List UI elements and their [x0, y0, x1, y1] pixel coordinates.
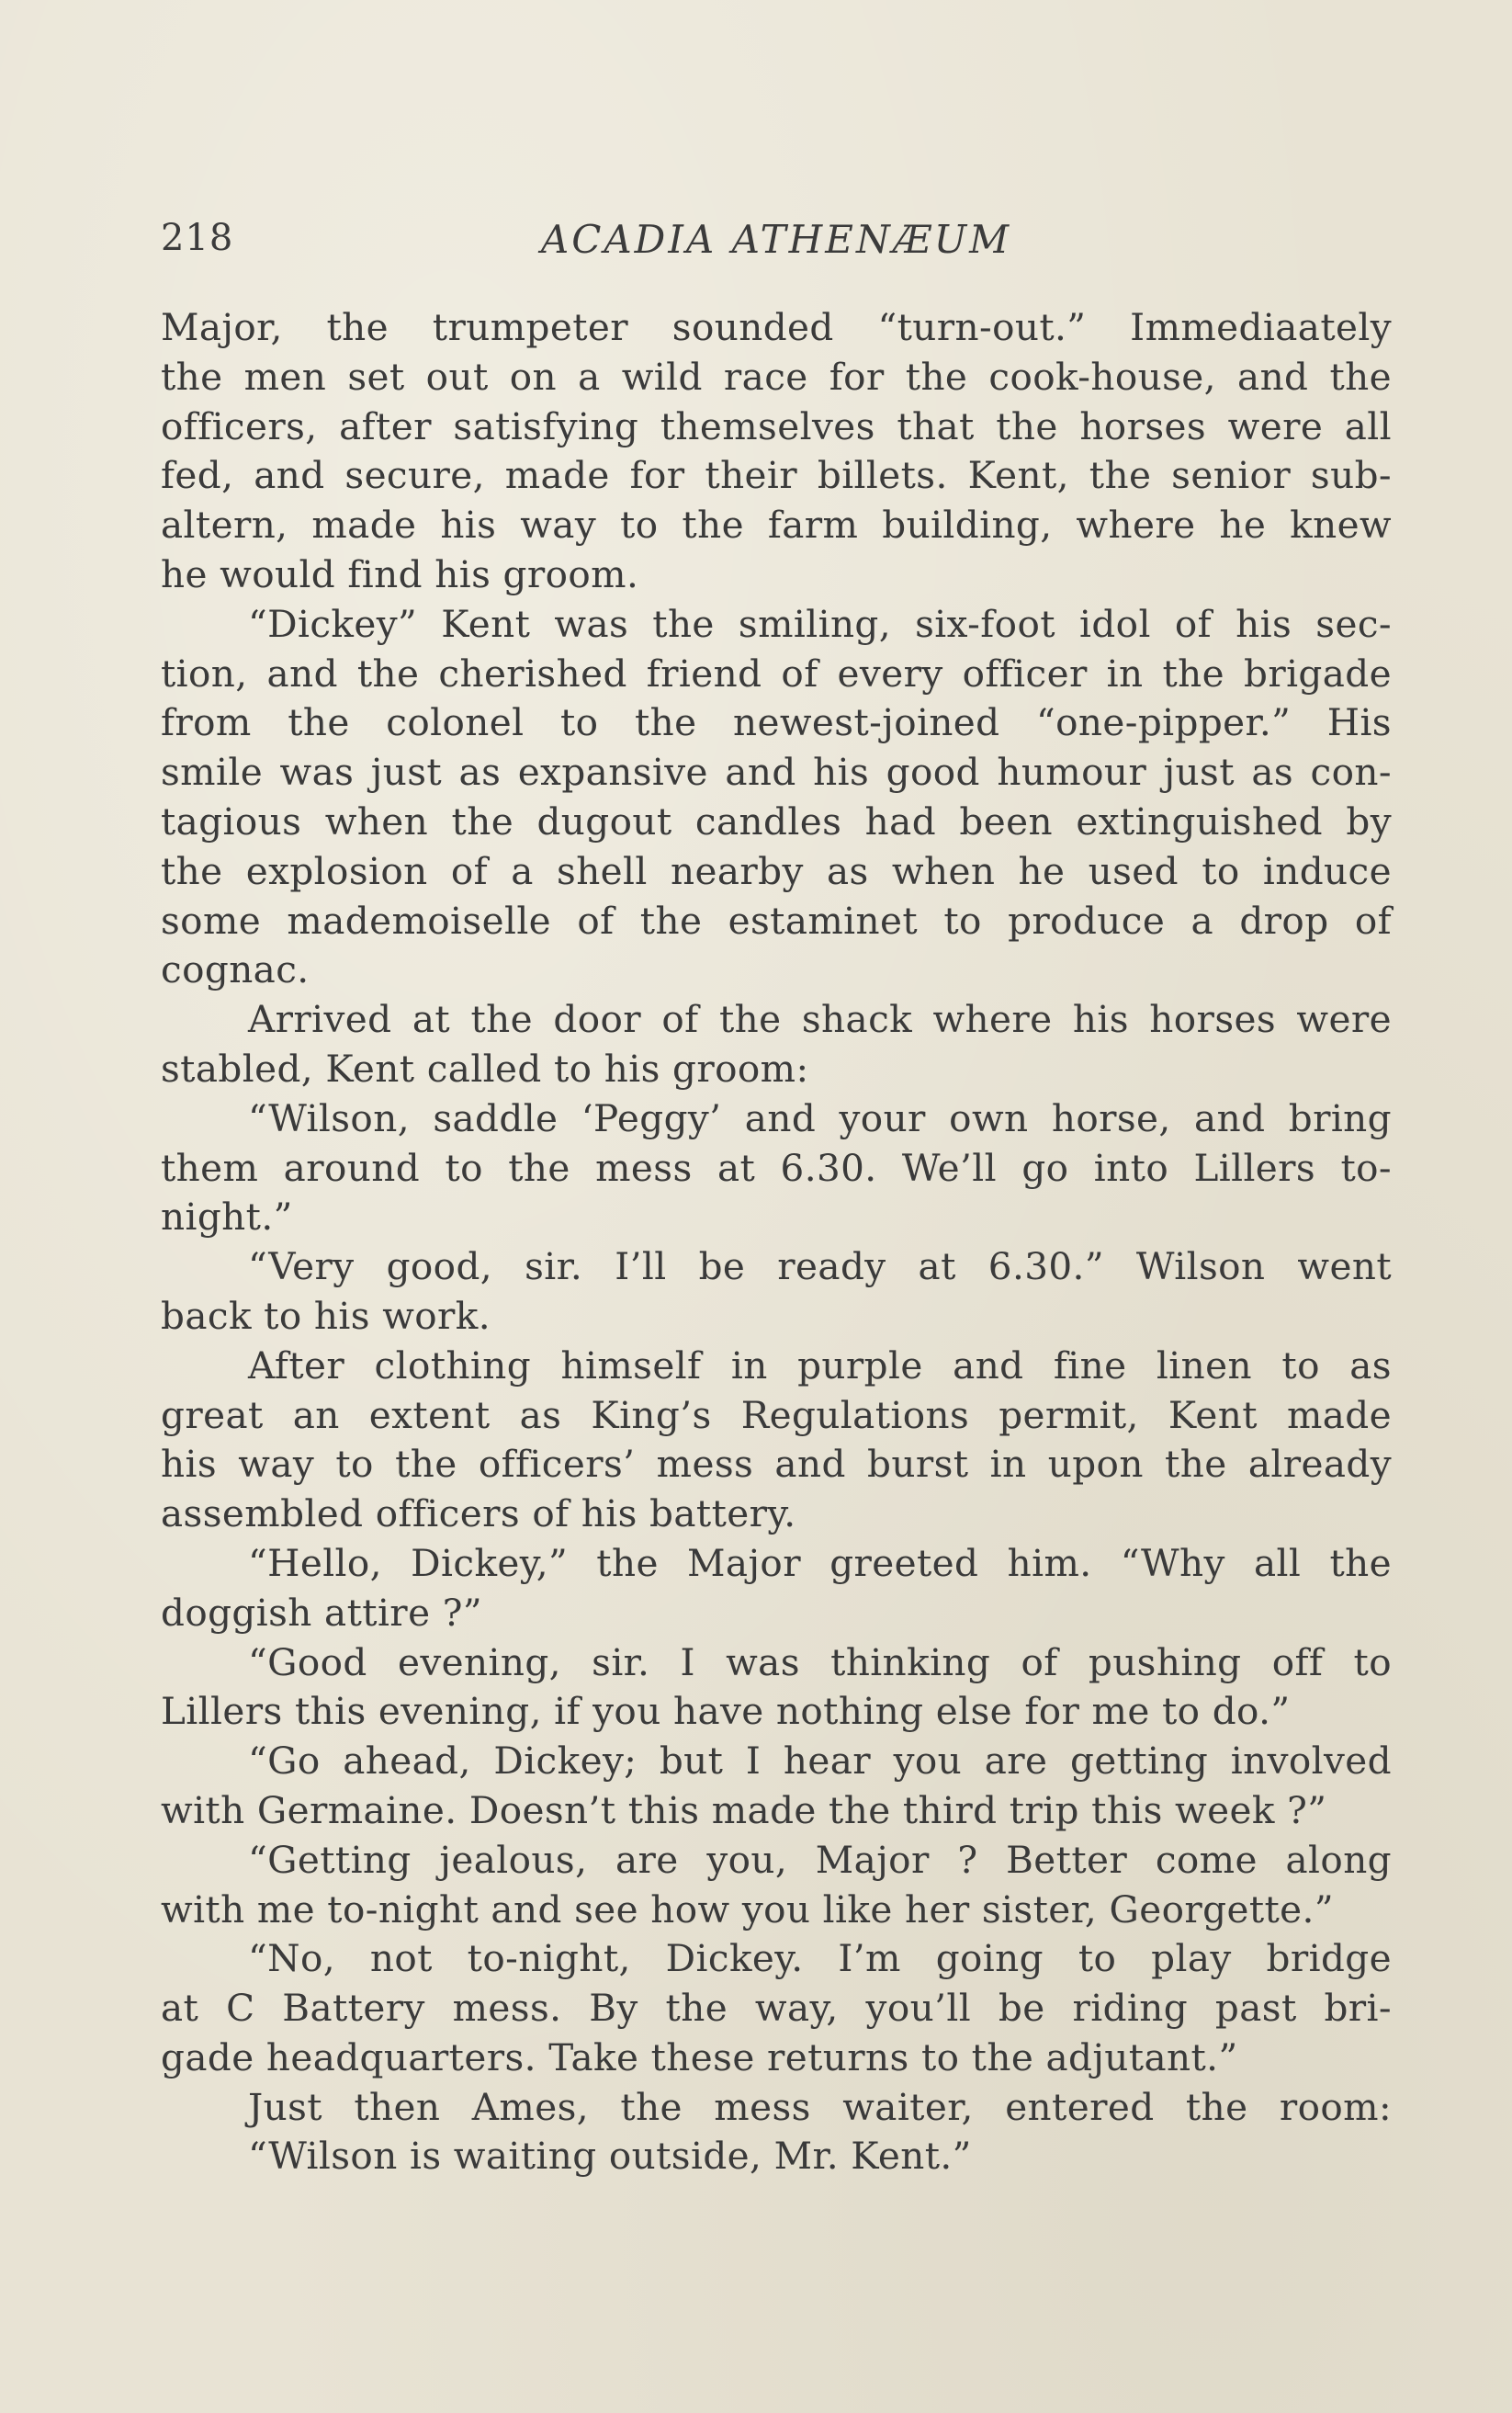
text-line: some mademoiselle of the estaminet to produce a drop of [161, 898, 1392, 943]
text-line: smile was just as expansive and his good humour just as con- [161, 750, 1392, 795]
text-line: gade headquarters. Take these returns to the adjutant.” [161, 2034, 1238, 2079]
text-line: fed, and secure, made for their billets. Kent, the senior sub- [161, 453, 1392, 498]
text-line: “Very good, sir. I’ll be ready at 6.30.” Wilson went [248, 1244, 1392, 1289]
text-line: the men set out on a wild race for the cook-house, and the [161, 354, 1392, 399]
text-line: assembled officers of his battery. [161, 1491, 796, 1536]
text-line: Just then Ames, the mess waiter, entered the room: [248, 2084, 1392, 2129]
text-line: he would find his groom. [161, 551, 639, 596]
text-line: great an extent as King’s Regulations permit, Kent made [161, 1392, 1392, 1437]
text-line: “No, not to-night, Dickey. I’m going to play bridge [248, 1936, 1392, 1981]
text-line: cognac. [161, 947, 310, 992]
text-line: “Dickey” Kent was the smiling, six-foot idol of his sec- [248, 601, 1392, 646]
text-line: tagious when the dugout candles had been extinguished by [161, 799, 1392, 844]
text-line: “Go ahead, Dickey; but I hear you are getting involved [248, 1739, 1392, 1784]
text-line: Lillers this evening, if you have nothing else for me to do.” [161, 1689, 1291, 1734]
text-line: “Wilson is waiting outside, Mr. Kent.” [248, 2134, 972, 2179]
text-line: with me to-night and see how you like her sister, Georgette.” [161, 1886, 1334, 1932]
text-line: altern, made his way to the farm building, where he knew [161, 503, 1392, 548]
text-line: “Hello, Dickey,” the Major greeted him. “Why all the [248, 1540, 1392, 1585]
text-line: stabled, Kent called to his groom: [161, 1046, 809, 1091]
text-line: with Germaine. Doesn’t this made the third trip this week ?” [161, 1787, 1327, 1832]
text-line: “Getting jealous, are you, Major ? Better come along [248, 1837, 1392, 1882]
text-line: “Wilson, saddle ‘Peggy’ and your own horse, and bring [248, 1095, 1392, 1140]
text-line: After clothing himself in purple and fine linen to as [248, 1342, 1392, 1388]
text-line: Major, the trumpeter sounded “turn-out.” Immediaately [161, 305, 1392, 349]
text-line: from the colonel to the newest-joined “one-pipper.” His [161, 700, 1392, 745]
body-text [161, 303, 1392, 2181]
text-line: back to his work. [161, 1293, 491, 1338]
running-title: ACADIA ATHENÆUM [540, 217, 1012, 262]
text-line: tion, and the cherished friend of every officer in the brigade [161, 651, 1392, 696]
page-number: 218 [161, 217, 234, 259]
text-line: at C Battery mess. By the way, you’ll be riding past bri- [161, 1986, 1392, 2031]
text-line: his way to the officers’ mess and burst in upon the already [161, 1442, 1392, 1487]
text-line: night.” [161, 1195, 293, 1240]
text-line: the explosion of a shell nearby as when he used to induce [161, 848, 1392, 893]
page-header [161, 217, 1392, 268]
text-line: officers, after satisfying themselves that the horses were all [161, 403, 1392, 448]
text-line: Arrived at the door of the shack where his horses were [248, 997, 1392, 1042]
text-line: them around to the mess at 6.30. We’ll go into Lillers to- [161, 1145, 1392, 1190]
text-line: “Good evening, sir. I was thinking of pushing off to [248, 1639, 1392, 1684]
text-line: doggish attire ?” [161, 1590, 482, 1635]
